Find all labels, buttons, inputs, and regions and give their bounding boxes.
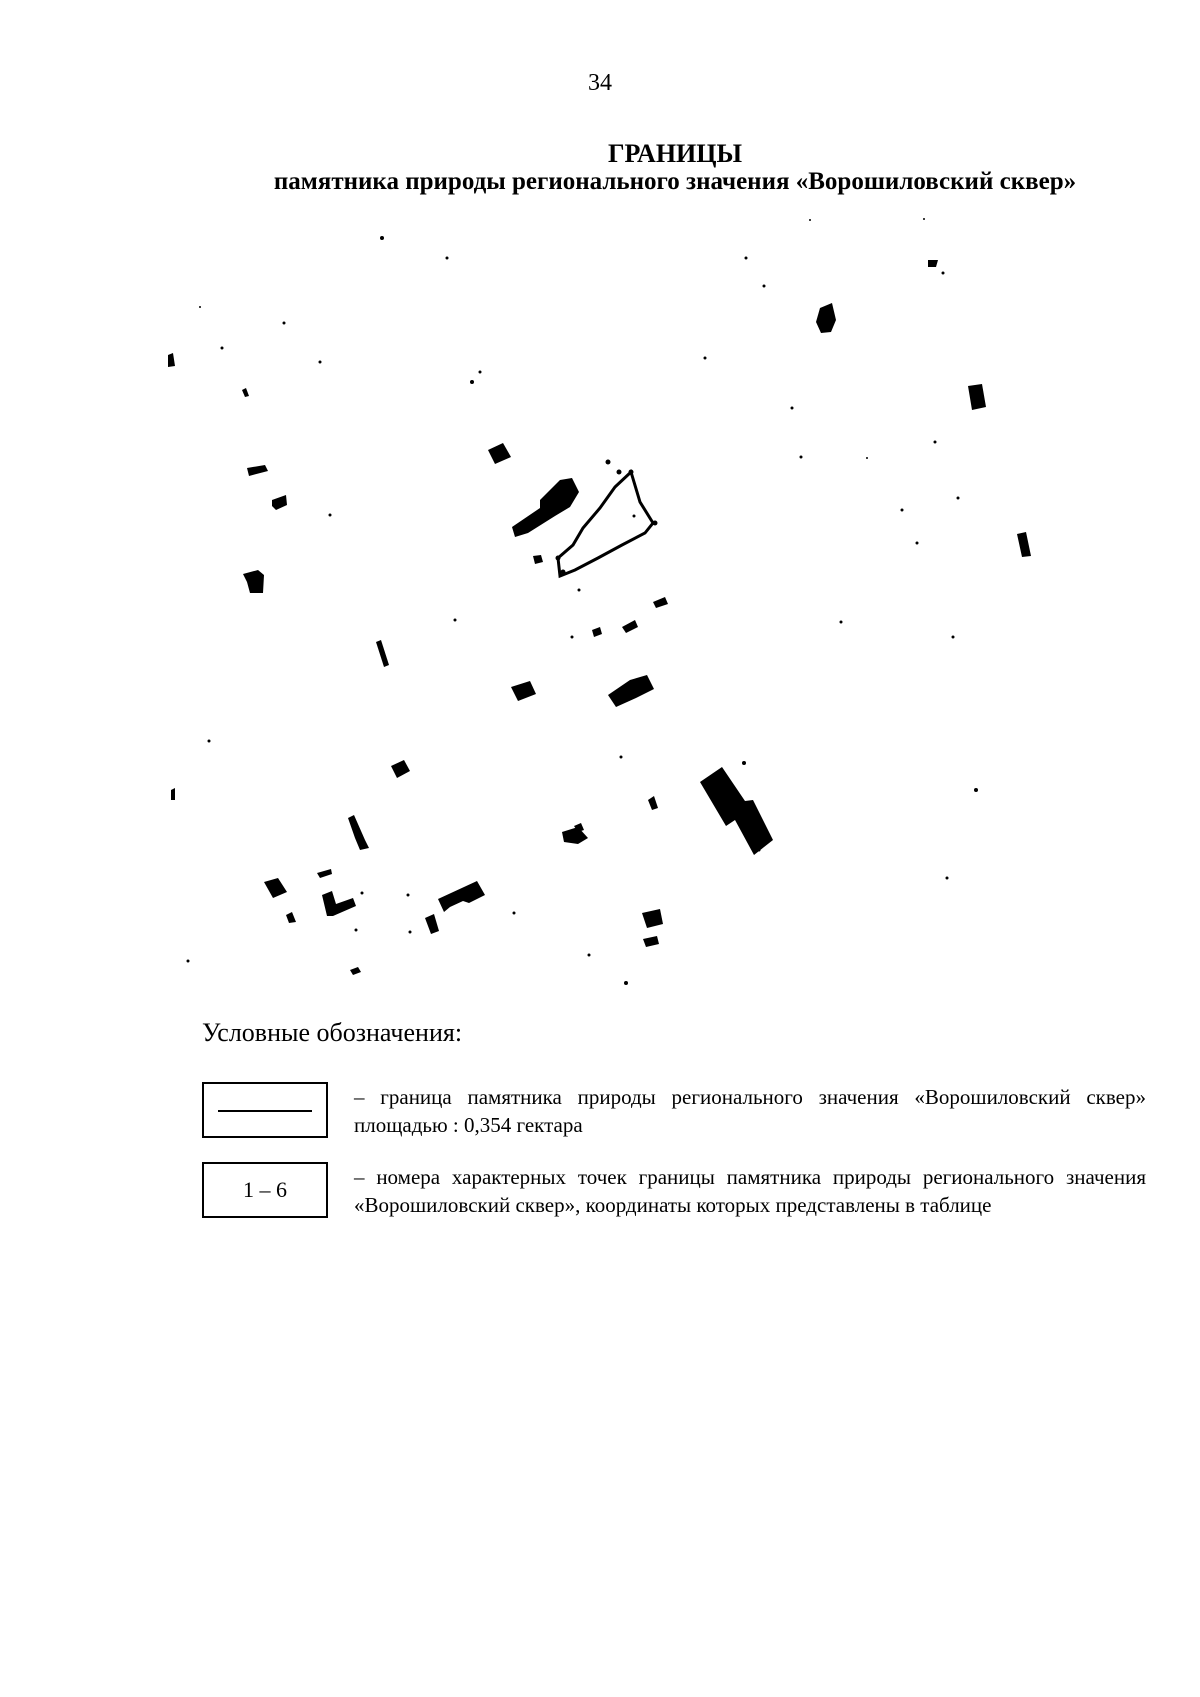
title-subtitle: памятника природы регионального значения «Ворошиловский сквер» bbox=[273, 168, 1077, 195]
map-dots bbox=[187, 218, 979, 985]
building bbox=[592, 627, 602, 637]
boundary-map bbox=[160, 210, 1060, 1000]
legend-symbol-boundary bbox=[202, 1082, 328, 1138]
building bbox=[608, 675, 654, 707]
building bbox=[512, 478, 579, 537]
building bbox=[968, 384, 986, 410]
building bbox=[286, 912, 296, 923]
building bbox=[247, 465, 268, 476]
building bbox=[643, 936, 659, 947]
building bbox=[816, 303, 836, 333]
legend-text-points: – номера характерных точек границы памятника природы регионального значения «Ворошиловский сквер», координаты которых представлены в таблице bbox=[354, 1165, 1146, 1217]
building bbox=[488, 443, 511, 464]
boundary-point bbox=[606, 460, 611, 465]
building bbox=[242, 388, 249, 397]
building bbox=[168, 353, 175, 367]
building bbox=[322, 891, 356, 916]
legend-symbol-points: 1 – 6 bbox=[202, 1162, 328, 1218]
building bbox=[425, 914, 439, 934]
building bbox=[642, 909, 663, 928]
legend-heading: Условные обозначения: bbox=[202, 1018, 463, 1047]
boundary-point bbox=[629, 470, 634, 475]
building bbox=[272, 495, 287, 510]
building bbox=[317, 869, 332, 878]
title-main: ГРАНИЦЫ bbox=[607, 139, 743, 168]
building bbox=[264, 878, 287, 898]
building bbox=[928, 260, 938, 267]
page-title bbox=[0, 140, 1200, 196]
boundary-point bbox=[653, 521, 658, 526]
building bbox=[438, 881, 485, 912]
map-buildings bbox=[168, 260, 1031, 975]
boundary-point bbox=[617, 470, 622, 475]
building bbox=[376, 640, 389, 667]
legend-text-boundary: – граница памятника природы регионального значения «Ворошиловский сквер» площадью : 0,354 гектара bbox=[354, 1085, 1146, 1137]
boundary-point bbox=[556, 556, 561, 561]
legend-boundary-line bbox=[218, 1110, 312, 1112]
building bbox=[243, 570, 264, 593]
building bbox=[653, 597, 668, 608]
building bbox=[562, 827, 588, 844]
building bbox=[622, 620, 638, 633]
building bbox=[700, 767, 773, 855]
boundary-points bbox=[556, 460, 658, 575]
building bbox=[171, 788, 175, 800]
building bbox=[348, 815, 369, 850]
building bbox=[533, 555, 543, 564]
boundary-point bbox=[561, 570, 566, 575]
building bbox=[391, 760, 410, 778]
building bbox=[350, 967, 361, 975]
building bbox=[648, 796, 658, 810]
building bbox=[1017, 532, 1031, 557]
building bbox=[511, 681, 536, 701]
page-number: 34 bbox=[588, 70, 612, 96]
